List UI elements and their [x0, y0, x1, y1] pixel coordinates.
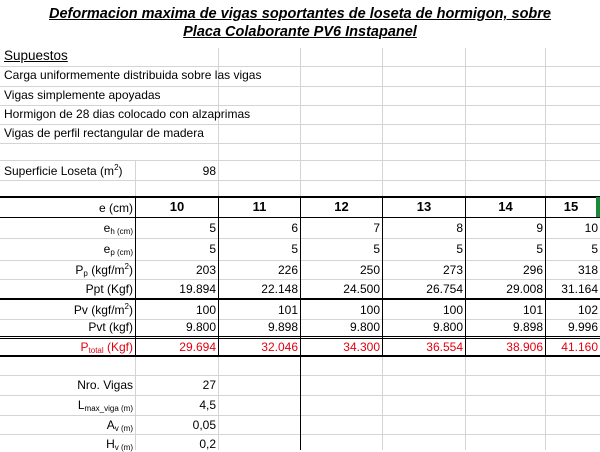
pp-value[interactable]: 250 [359, 263, 380, 277]
pv-label: Pv $(kgf/m^2)$ [73, 302, 133, 317]
eh-value[interactable]: 5 [209, 221, 216, 235]
grid-line [0, 124, 600, 125]
ep-value[interactable]: 5 [591, 242, 598, 256]
pp-value[interactable]: 296 [522, 263, 543, 277]
pv-value[interactable]: 100 [442, 303, 463, 317]
ep-value[interactable]: 5 [536, 242, 543, 256]
pv-value[interactable]: 102 [577, 303, 598, 317]
superficie-label: Superficie Loseta $(m^2)$ [4, 163, 123, 178]
supuesto-item: Vigas de perfil rectangular de madera [4, 126, 204, 140]
ppt-label: Ppt (Kgf) [85, 282, 133, 296]
ep-value[interactable]: 5 [209, 242, 216, 256]
supuesto-item: Vigas simplemente apoyadas [4, 88, 161, 102]
nro-vigas-label: Nro. Vigas [77, 378, 133, 392]
ptotal-value[interactable]: 36.554 [426, 340, 463, 354]
pvt-value[interactable]: 9.898 [267, 320, 298, 334]
ep-label: $e_{p (cm)}$ [103, 242, 133, 257]
pp-value[interactable]: 273 [442, 263, 463, 277]
pvt-label: Pvt (kgf) [88, 320, 133, 334]
e-value[interactable]: 10 [169, 199, 185, 214]
grid-line [0, 105, 600, 106]
grid-line [0, 86, 600, 87]
ppt-value[interactable]: 24.500 [343, 282, 380, 296]
pv-value[interactable]: 100 [195, 303, 216, 317]
nro-vigas-value[interactable]: 27 [202, 378, 216, 392]
ptotal-value[interactable]: 34.300 [343, 340, 380, 354]
ep-value[interactable]: 5 [456, 242, 463, 256]
pvt-value[interactable]: 9.800 [349, 320, 380, 334]
pv-value[interactable]: 101 [277, 303, 298, 317]
sheet-title-line1: Deformacion maxima de vigas soportantes de loseta de hormigon, sobre [49, 6, 551, 22]
ptotal-value[interactable]: 38.906 [506, 340, 543, 354]
eh-value[interactable]: 8 [456, 221, 463, 235]
pvt-value[interactable]: 9.800 [432, 320, 463, 334]
superficie-value[interactable]: 98 [202, 164, 216, 178]
e-value[interactable]: 12 [334, 199, 349, 214]
pv-value[interactable]: 101 [522, 303, 543, 317]
eh-value[interactable]: 9 [536, 221, 543, 235]
pp-value[interactable]: 318 [577, 263, 598, 277]
ptotal-value[interactable]: 32.046 [261, 340, 298, 354]
ppt-value[interactable]: 29.008 [506, 282, 543, 296]
pvt-value[interactable]: 9.996 [567, 320, 598, 334]
av-value[interactable]: 0,05 [192, 418, 216, 432]
lmax-value[interactable]: 4,5 [199, 398, 216, 412]
e-value[interactable]: 13 [416, 199, 432, 214]
ptotal-value[interactable]: 29.694 [179, 340, 216, 354]
e-value[interactable]: 11 [252, 199, 267, 214]
supuesto-item: Carga uniformemente distribuida sobre las vigas [4, 68, 262, 82]
pvt-value[interactable]: 9.898 [512, 320, 543, 334]
lmax-label: $L_{max\_viga (m)}$ [77, 398, 133, 413]
av-label: $A_{v (m)}$ [106, 418, 133, 433]
ppt-value[interactable]: 22.148 [261, 282, 298, 296]
e-value[interactable]: 15 [563, 199, 579, 214]
e-value[interactable]: 14 [498, 199, 513, 214]
ppt-value[interactable]: 31.164 [561, 282, 598, 296]
grid-line [0, 180, 600, 181]
grid-line [0, 143, 600, 144]
e-header: e (cm) [99, 201, 133, 215]
pp-label: $P_p$ $(kgf/m^2)$ [75, 262, 133, 278]
pp-value[interactable]: 203 [195, 263, 216, 277]
grid-line [0, 160, 600, 161]
pp-value[interactable]: 226 [277, 263, 298, 277]
grid-line [0, 66, 600, 67]
eh-label: $e_{h (cm)}$ [103, 221, 133, 236]
ptotal-value[interactable]: 41.160 [561, 340, 598, 354]
eh-value[interactable]: 6 [291, 221, 298, 235]
supuesto-item: Hormigon de 28 dias colocado con alzaprimas [4, 107, 251, 121]
pvt-value[interactable]: 9.800 [185, 320, 216, 334]
hv-value[interactable]: 0,2 [199, 437, 216, 451]
hv-label: $H_{v (m)}$ [106, 437, 133, 452]
ep-value[interactable]: 5 [291, 242, 298, 256]
ppt-value[interactable]: 26.754 [426, 282, 463, 296]
pv-value[interactable]: 100 [359, 303, 380, 317]
sheet-title-line2: Placa Colaborante PV6 Instapanel [183, 24, 417, 40]
ppt-value[interactable]: 19.894 [179, 282, 216, 296]
ptotal-label: $P_{total}$ (Kgf) [80, 340, 133, 355]
eh-value[interactable]: 7 [373, 221, 380, 235]
eh-value[interactable]: 10 [584, 221, 598, 235]
active-cell-indicator [596, 197, 600, 217]
supuestos-heading: Supuestos [4, 48, 68, 63]
ep-value[interactable]: 5 [373, 242, 380, 256]
